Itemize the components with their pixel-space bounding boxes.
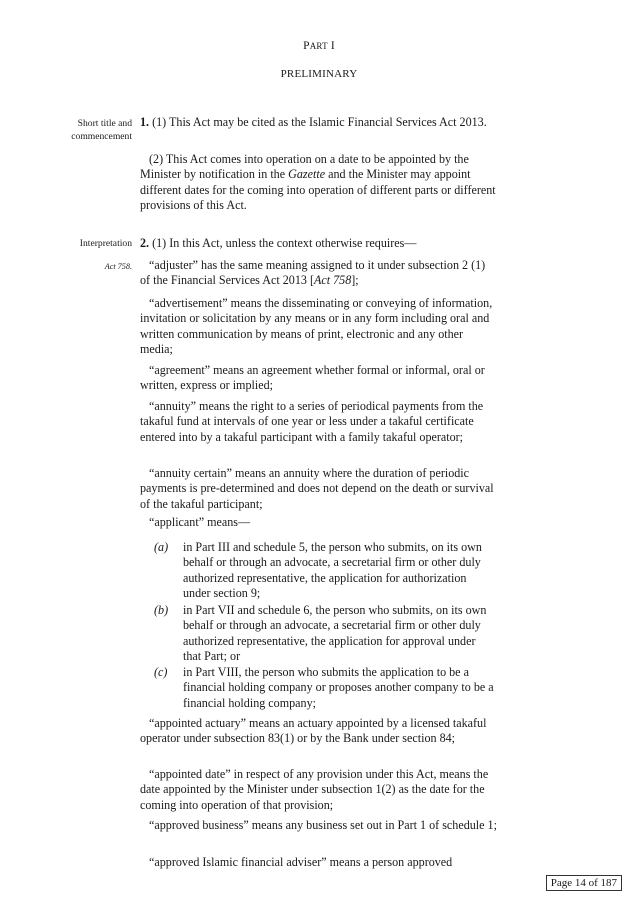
margin-note-interpretation: Interpretation — [79, 238, 132, 249]
definition-appointed-date: “appointed date” in respect of any provision under this Act, means the date appointed by the Minister under subsection 1(2) as the date for the coming into operation of that provision; — [140, 767, 489, 812]
section-1-subsection-1: 1. (1) This Act may be cited as the Islamic Financial Services Act 2013. — [140, 115, 487, 129]
page-number: Page 14 of 187 — [546, 875, 622, 891]
definition-adjuster: “adjuster” has the same meaning assigned to it under subsection 2 (1) of the Financial Services Act 2013 [Act 758]; — [140, 258, 486, 288]
part-subtitle: PRELIMINARY — [280, 68, 358, 80]
section-1-subsection-2: (2) This Act comes into operation on a date to be appointed by the Minister by notification in the Gazette and the Minister may appoint different dates for the coming into operation of different parts or different provisions of this Act. — [140, 152, 496, 213]
definition-annuity: “annuity” means the right to a series of periodical payments from the takaful fund at intervals of one year or less under a takaful certificate entered into by a takaful participant with a family takaful operator; — [140, 399, 484, 444]
applicant-item-c: (c) in Part VIII, the person who submits the application to be a financial holding company or proposes another company to be a financial holding company; — [154, 665, 494, 710]
section-2-intro: 2. (1) In this Act, unless the context otherwise requires— — [140, 236, 417, 250]
margin-note-short-title: Short title and commencement — [71, 118, 132, 142]
definition-advertisement: “advertisement” means the disseminating or conveying of information, invitation or solicitation by any means or in any form including oral and written communication by means of print, electronic and any other media; — [140, 296, 493, 357]
definition-agreement: “agreement” means an agreement whether formal or informal, oral or written, express or implied; — [140, 363, 485, 393]
definition-approved-adviser: “approved Islamic financial adviser” means a person approved — [149, 855, 453, 869]
definition-annuity-certain: “annuity certain” means an annuity where the duration of periodic payments is pre-determined and does not depend on the death or survival of the takaful participant; — [140, 466, 494, 511]
definition-applicant: “applicant” means— — [149, 515, 251, 529]
definition-approved-business: “approved business” means any business set out in Part 1 of schedule 1; — [149, 818, 497, 832]
part-heading: PART I — [303, 40, 335, 52]
applicant-item-a: (a) in Part III and schedule 5, the person who submits, on its own behalf or through an advocate, a secretarial firm or other duly authorized representative, the application for authorization under section 9; — [154, 540, 482, 601]
margin-note-act-ref: Act 758. — [104, 262, 132, 271]
definition-appointed-actuary: “appointed actuary” means an actuary appointed by a licensed takaful operator under subsection 83(1) or by the Bank under section 84; — [140, 716, 487, 746]
applicant-item-b: (b) in Part VII and schedule 6, the person who submits, on its own behalf or through an advocate, a secretarial firm or other duly authorized representative, the application for approval under that Part; or — [154, 603, 487, 664]
